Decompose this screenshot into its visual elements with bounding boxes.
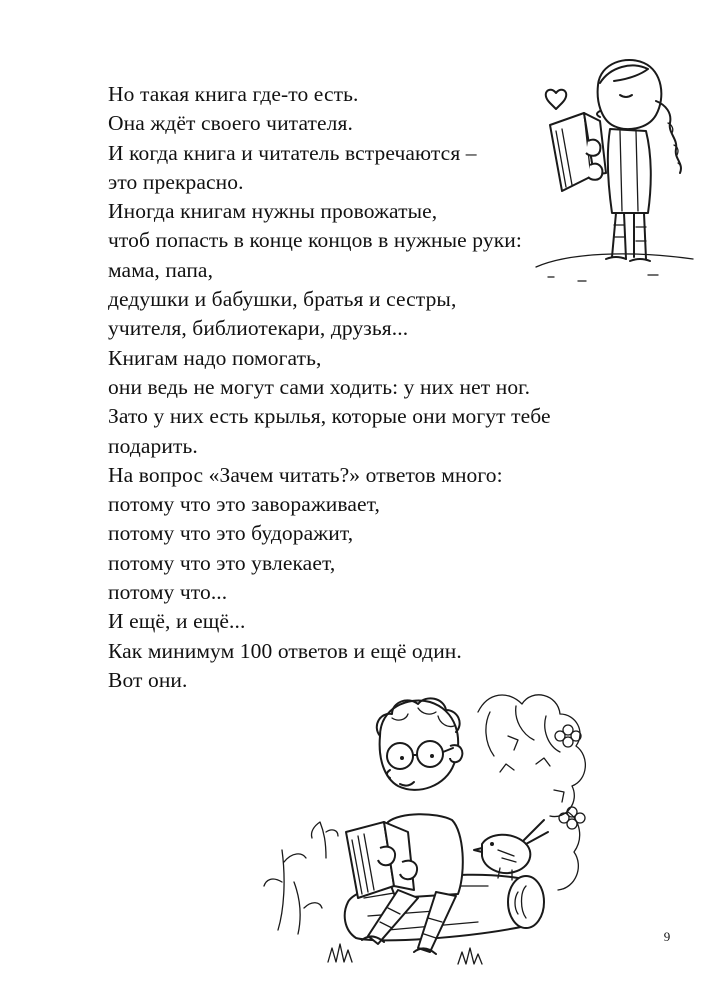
poem-text xyxy=(108,80,578,695)
heart-icon xyxy=(546,90,566,109)
poem-line: Но такая книга где-то есть. xyxy=(108,82,359,106)
poem-line: потому что это будоражит, xyxy=(108,521,354,546)
poem-line: Иногда книгам нужны провожатые, xyxy=(108,199,438,224)
poem-line: мама, папа, xyxy=(108,257,214,282)
poem-line: чтоб попасть в конце концов в нужные руки: xyxy=(108,228,522,253)
poem-line: Как минимум 100 ответов и ещё один. xyxy=(108,638,462,663)
poem-line: дедушки и бабушки, братья и сестры, xyxy=(108,287,457,312)
poem-line: Вот они. xyxy=(108,667,188,692)
flower-icon xyxy=(559,807,585,829)
poem-line: потому что... xyxy=(108,580,228,605)
poem-line: потому что это завораживает, xyxy=(108,492,381,517)
poem-line: они ведь не могут сами ходить: у них нет ног. xyxy=(108,374,531,399)
poem-line: И ещё, и ещё... xyxy=(108,609,246,634)
poem-line: Зато у них есть крылья, которые они могут тебе xyxy=(108,404,551,429)
poem-line: это прекрасно. xyxy=(108,169,244,194)
bird-icon xyxy=(474,820,548,880)
page-number: 9 xyxy=(663,929,671,944)
poem-line: На вопрос «Зачем читать?» ответов много: xyxy=(108,462,503,487)
poem-line: Книгам надо помогать, xyxy=(108,345,322,370)
poem-line: учителя, библиотекари, друзья... xyxy=(108,316,409,341)
boy-reading-on-log-illustration xyxy=(268,672,630,972)
poem-line: подарить. xyxy=(108,433,198,458)
girl-kissing-book-illustration xyxy=(528,45,698,295)
poem-line: И когда книга и читатель встречаются – xyxy=(108,140,477,165)
poem-line: Она ждёт своего читателя. xyxy=(108,111,353,136)
poem-line: потому что это увлекает, xyxy=(108,550,336,575)
